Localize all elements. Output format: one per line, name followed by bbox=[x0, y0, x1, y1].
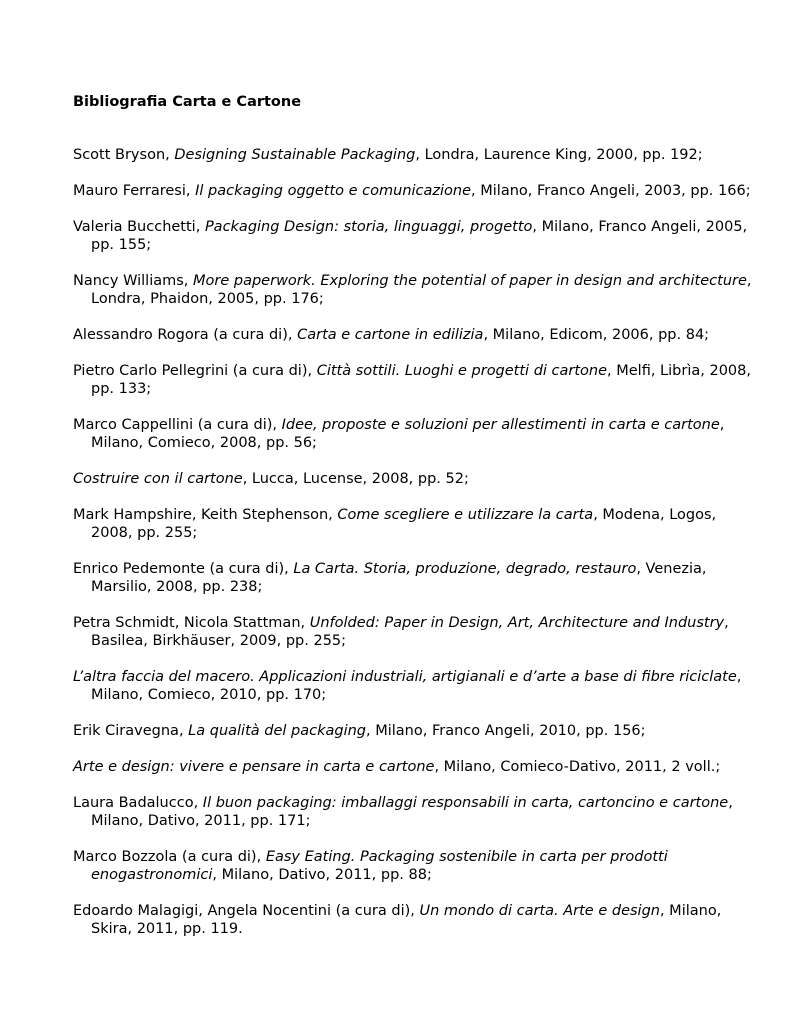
bibliography-entry bbox=[73, 362, 761, 398]
bibliography-entry bbox=[73, 182, 761, 200]
entry-author: Mark Hampshire, Keith Stephenson, bbox=[73, 507, 338, 523]
entry-title: Il buon packaging: imballaggi responsabili in carta, cartoncino e cartone bbox=[202, 795, 729, 811]
bibliography-entry bbox=[73, 218, 761, 254]
bibliography-entry bbox=[73, 668, 761, 704]
bibliography-entry bbox=[73, 560, 761, 596]
bibliography-entry bbox=[73, 326, 761, 344]
entry-publication: , Milano, Franco Angeli, 2005, pp. 155; bbox=[91, 219, 748, 253]
entry-author: Petra Schmidt, Nicola Stattman, bbox=[73, 615, 310, 631]
bibliography-entry bbox=[73, 758, 761, 776]
bibliography-entry bbox=[73, 146, 761, 164]
entry-publication: , Milano, Comieco, 2008, pp. 56; bbox=[91, 417, 725, 451]
entry-author: Valeria Bucchetti, bbox=[73, 219, 205, 235]
entry-title: Come scegliere e utilizzare la carta bbox=[337, 507, 594, 523]
bibliography-entry bbox=[73, 794, 761, 830]
entry-title: Easy Eating. Packaging sostenibile in carta per prodotti enogastronomici bbox=[91, 849, 668, 883]
entry-title: Idee, proposte e soluzioni per allestimenti in carta e cartone bbox=[281, 417, 720, 433]
document-title: Bibliografia Carta e Cartone bbox=[73, 94, 302, 110]
bibliography-entry bbox=[73, 470, 761, 488]
entry-title: La qualità del packaging bbox=[188, 723, 366, 739]
entry-title: Unfolded: Paper in Design, Art, Architecture and Industry bbox=[309, 615, 725, 631]
entry-title: La Carta. Storia, produzione, degrado, restauro bbox=[293, 561, 637, 577]
bibliography-entry bbox=[73, 722, 761, 740]
bibliography-entry bbox=[73, 902, 761, 938]
entry-publication: , Modena, Logos, 2008, pp. 255; bbox=[91, 507, 717, 541]
entry-author: Laura Badalucco, bbox=[73, 795, 203, 811]
entry-publication: , Milano, Comieco-Dativo, 2011, 2 voll.; bbox=[434, 759, 721, 775]
entry-title: Un mondo di carta. Arte e design bbox=[419, 903, 660, 919]
entry-author: Edoardo Malagigi, Angela Nocentini (a cura di), bbox=[73, 903, 420, 919]
entry-publication: , Londra, Phaidon, 2005, pp. 176; bbox=[91, 273, 752, 307]
entry-publication: , Milano, Franco Angeli, 2010, pp. 156; bbox=[366, 723, 646, 739]
entry-publication: , Milano, Comieco, 2010, pp. 170; bbox=[91, 669, 742, 703]
entry-author: Marco Cappellini (a cura di), bbox=[73, 417, 282, 433]
bibliography-entry bbox=[73, 848, 761, 884]
entry-publication: , Melfi, Librìa, 2008, pp. 133; bbox=[91, 363, 751, 397]
entry-publication: , Milano, Franco Angeli, 2003, pp. 166; bbox=[471, 183, 751, 199]
entry-title: Arte e design: vivere e pensare in carta e cartone bbox=[73, 759, 435, 775]
entry-publication: , Londra, Laurence King, 2000, pp. 192; bbox=[415, 147, 703, 163]
bibliography-entry bbox=[73, 416, 761, 452]
document-page bbox=[73, 93, 752, 937]
entry-author: Scott Bryson, bbox=[73, 147, 175, 163]
entry-title: Città sottili. Luoghi e progetti di cartone bbox=[316, 363, 608, 379]
entry-author: Nancy Williams, bbox=[73, 273, 194, 289]
entry-author: Mauro Ferraresi, bbox=[73, 183, 196, 199]
entry-title: Carta e cartone in edilizia bbox=[297, 327, 484, 343]
entry-publication: , Lucca, Lucense, 2008, pp. 52; bbox=[242, 471, 469, 487]
entry-title: L’altra faccia del macero. Applicazioni industriali, artigianali e d’arte a base di fibre riciclate bbox=[73, 669, 737, 685]
entry-author: Alessandro Rogora (a cura di), bbox=[73, 327, 298, 343]
entry-author: Erik Ciravegna, bbox=[73, 723, 189, 739]
entry-title: Costruire con il cartone bbox=[73, 471, 243, 487]
entry-publication: , Milano, Skira, 2011, pp. 119. bbox=[91, 903, 722, 937]
bibliography-entry bbox=[73, 272, 761, 308]
entry-publication: , Milano, Dativo, 2011, pp. 88; bbox=[212, 867, 432, 883]
entry-author: Enrico Pedemonte (a cura di), bbox=[73, 561, 294, 577]
bibliography-entry bbox=[73, 506, 761, 542]
entry-publication: , Milano, Edicom, 2006, pp. 84; bbox=[483, 327, 710, 343]
entry-title: Il packaging oggetto e comunicazione bbox=[195, 183, 472, 199]
entry-author: Marco Bozzola (a cura di), bbox=[73, 849, 266, 865]
entry-author: Pietro Carlo Pellegrini (a cura di), bbox=[73, 363, 317, 379]
entry-title: More paperwork. Exploring the potential of paper in design and architecture bbox=[193, 273, 747, 289]
entry-title: Designing Sustainable Packaging bbox=[174, 147, 416, 163]
entry-title: Packaging Design: storia, linguaggi, progetto bbox=[204, 219, 533, 235]
entry-publication: , Venezia, Marsilio, 2008, pp. 238; bbox=[91, 561, 707, 595]
entry-publication: , Basilea, Birkhäuser, 2009, pp. 255; bbox=[91, 615, 729, 649]
bibliography-entry bbox=[73, 614, 761, 650]
entry-publication: , Milano, Dativo, 2011, pp. 171; bbox=[91, 795, 733, 829]
